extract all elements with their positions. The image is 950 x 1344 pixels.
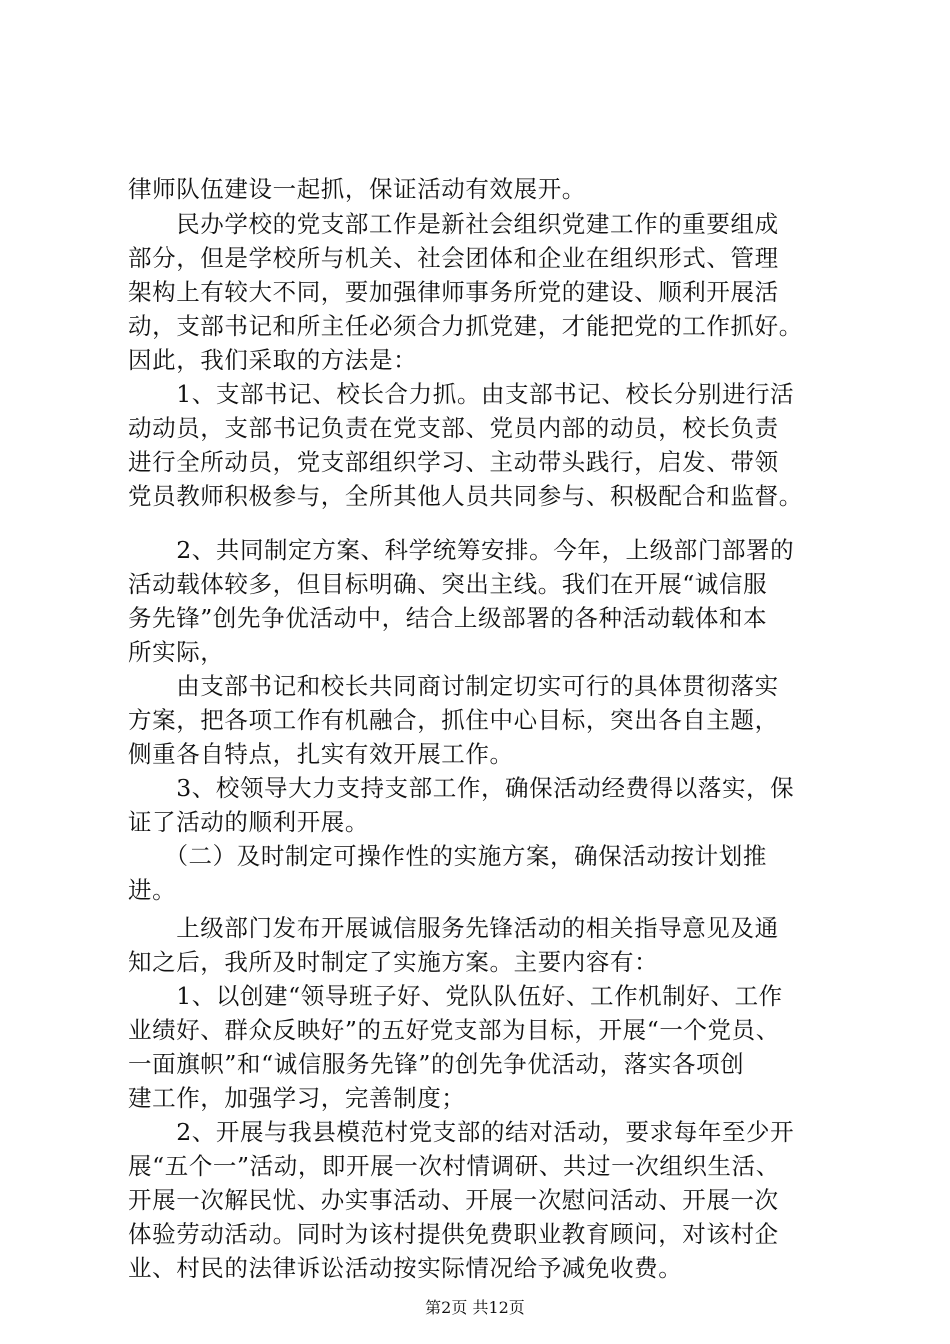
text-line: 动动员，支部书记负责在党支部、党员内部的动员，校长负责 — [128, 414, 779, 442]
text-line: 方案，把各项工作有机融合，抓住中心目标，突出各自主题， — [128, 706, 779, 734]
text-line: 开展一次解民忧、办实事活动、开展一次慰问活动、开展一次 — [128, 1186, 779, 1214]
text-line: 1、支部书记、校长合力抓。由支部书记、校长分别进行活 — [128, 380, 795, 408]
text-line: 2、开展与我县模范村党支部的结对活动，要求每年至少开 — [128, 1118, 795, 1146]
text-line: 所实际， — [128, 638, 225, 666]
text-line: 侧重各自特点，扎实有效开展工作。 — [128, 740, 514, 768]
text-line: 一面旗帜”和“诚信服务先锋”的创先争优活动，落实各项创 — [128, 1050, 745, 1078]
text-line: 1、以创建“领导班子好、党队队伍好、工作机制好、工作 — [128, 982, 783, 1010]
text-line: 证了活动的顺利开展。 — [128, 808, 369, 836]
text-line: 进行全所动员，党支部组织学习、主动带头践行，启发、带领 — [128, 448, 779, 476]
text-line: 业绩好、群众反映好”的五好党支部为目标，开展“一个党员、 — [128, 1016, 780, 1044]
page-number-footer: 第2页 共12页 — [425, 1298, 525, 1317]
text-line: 民办学校的党支部工作是新社会组织党建工作的重要组成 — [128, 210, 779, 238]
text-line: 由支部书记和校长共同商讨制定切实可行的具体贯彻落实 — [128, 672, 779, 700]
text-line: 架构上有较大不同，要加强律师事务所党的建设、顺利开展活 — [128, 278, 779, 306]
text-line: 展“五个一”活动，即开展一次村情调研、共过一次组织生活、 — [128, 1152, 780, 1180]
text-line: 部分，但是学校所与机关、社会团体和企业在组织形式、管理 — [128, 244, 779, 272]
text-line: 务先锋”创先争优活动中，结合上级部署的各种活动载体和本 — [128, 604, 768, 632]
text-line: 体验劳动活动。同时为该村提供免费职业教育顾问，对该村企 — [128, 1220, 779, 1248]
text-line: （二）及时制定可操作性的实施方案，确保活动按计划推 — [128, 842, 767, 870]
text-line: 进。 — [128, 876, 177, 904]
text-line: 活动载体较多，但目标明确、突出主线。我们在开展“诚信服 — [128, 570, 768, 598]
text-line: 动，支部书记和所主任必须合力抓党建，才能把党的工作抓好。 — [128, 312, 803, 340]
text-line: 党员教师积极参与，全所其他人员共同参与、积极配合和监督。 — [128, 482, 803, 510]
text-line: 3、校领导大力支持支部工作，确保活动经费得以落实，保 — [128, 774, 795, 802]
text-line: 知之后，我所及时制定了实施方案。主要内容有： — [128, 948, 659, 976]
text-line: 上级部门发布开展诚信服务先锋活动的相关指导意见及通 — [128, 914, 779, 942]
text-line: 业、村民的法律诉讼活动按实际情况给予减免收费。 — [128, 1254, 683, 1282]
text-line: 律师队伍建设一起抓，保证活动有效展开。 — [128, 175, 586, 203]
text-line: 因此，我们采取的方法是： — [128, 346, 418, 374]
text-line: 建工作，加强学习，完善制度； — [128, 1084, 466, 1112]
text-line: 2、共同制定方案、科学统筹安排。今年，上级部门部署的 — [128, 536, 795, 564]
